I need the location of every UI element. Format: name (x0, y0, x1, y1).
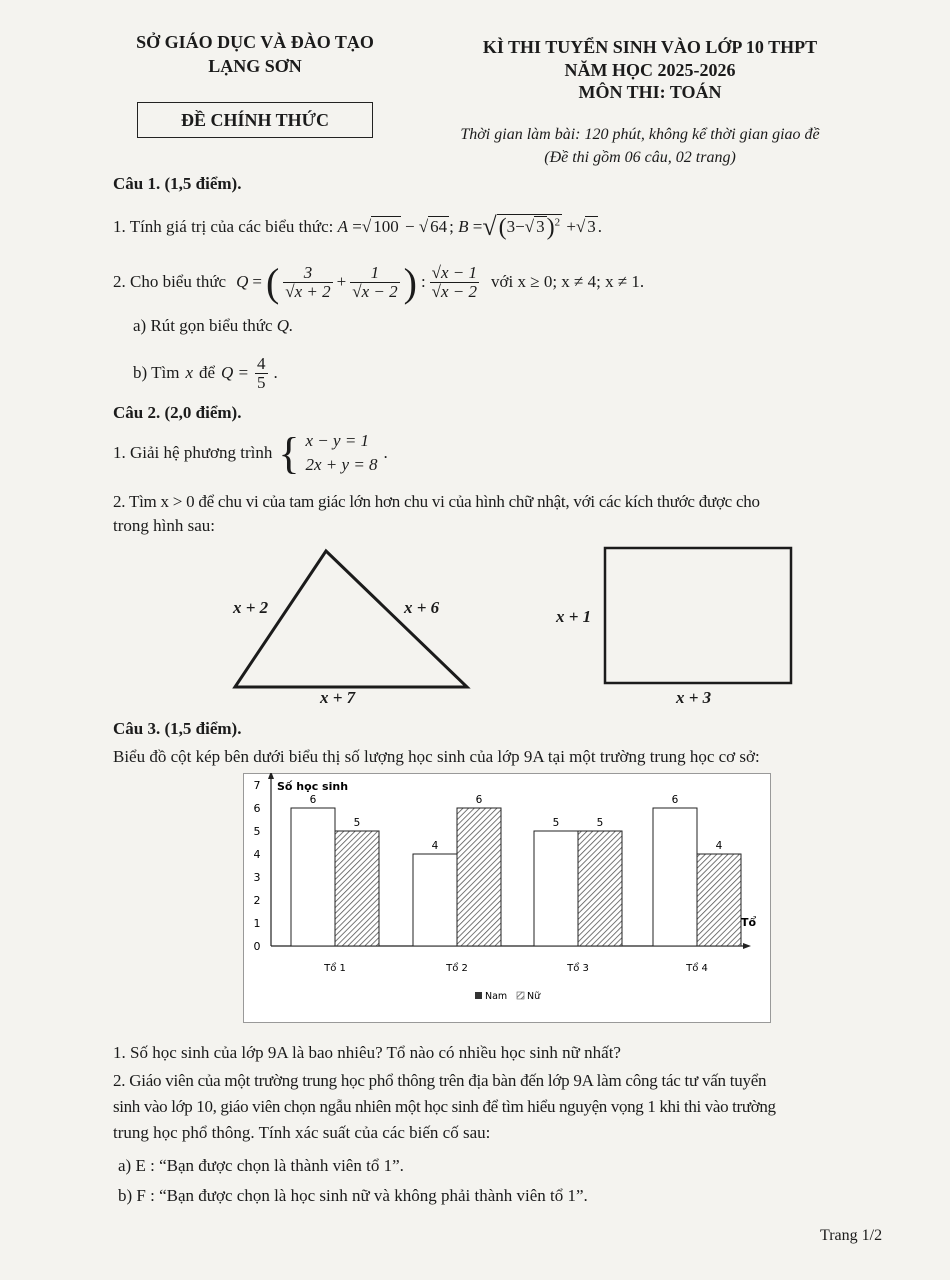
q1-part2-text: 2. Cho biểu thức (113, 272, 227, 291)
y-tick-label: 0 (253, 940, 261, 953)
q3-part2-line1: 2. Giáo viên của một trường trung học phổ thông trên địa bàn đến lớp 9A làm công tác tư vấn tuyển (113, 1071, 767, 1090)
bar-nam-1 (291, 808, 335, 946)
pages-note: (Đề thi gồm 06 câu, 02 trang) (544, 149, 736, 166)
bar-nu-1 (335, 831, 379, 946)
q1-fraction-2: $\frac{1}{√x - 2}$ (352, 262, 398, 301)
exam-title: KÌ THI TUYỂN SINH VÀO LỚP 10 THPT (482, 37, 818, 57)
province-name: LẠNG SƠN (208, 56, 302, 76)
q1-fraction-1: $\frac{3}{√x + 2}$ (285, 262, 331, 301)
y-tick-label: 6 (253, 802, 261, 815)
q3-part2a: a) E : “Bạn được chọn là thành viên tổ 1”. (118, 1156, 404, 1175)
q2-part1: 1. Giải hệ phương trình { x − y = 1 2x + y = 8 . (113, 428, 388, 478)
bar-nam-4 (653, 808, 697, 946)
x-tick-label: Tổ 1 (324, 963, 346, 974)
bar-nu-3 (578, 831, 622, 946)
bar-value-label: 6 (475, 794, 483, 806)
q1-part2b: b) Tìm x để Q = $\frac{4}{5}$ . (133, 353, 278, 392)
question-1-title: Câu 1. (1,5 điểm). (113, 174, 242, 193)
chart-xlabel: Tổ (741, 916, 757, 929)
q1-part1: 1. Tính giá trị của các biểu thức: A =√ 100 − √ 64 ; B =√(3−√ 3)$^2$ +√ 3 . (113, 212, 603, 241)
x-tick-label: Tổ 3 (567, 963, 589, 974)
bar-value-label: 4 (431, 840, 439, 852)
y-tick-label: 2 (253, 894, 261, 907)
question-2-title: Câu 2. (2,0 điểm). (113, 403, 242, 422)
y-tick-label: 4 (253, 848, 261, 861)
school-year: NĂM HỌC 2025-2026 (564, 60, 736, 80)
double-bar-chart (243, 773, 771, 1023)
q1-fraction-3: $\frac{√x - 1}{√x - 2}$ (431, 262, 478, 301)
legend-nu-swatch (517, 992, 524, 999)
bar-value-label: 5 (552, 817, 560, 829)
x-tick-label: Tổ 2 (446, 963, 468, 974)
chart-ylabel: Số học sinh (277, 780, 349, 793)
q1-part2a: a) Rút gọn biểu thức Q. (133, 316, 294, 335)
bar-nam-3 (534, 831, 578, 946)
q2-system: x − y = 1 2x + y = 8 (305, 431, 378, 474)
bar-nam-2 (413, 854, 457, 946)
y-tick-label: 7 (253, 779, 261, 792)
triangle-bottom-label: x + 7 (320, 688, 356, 707)
q1-part2: 2. Cho biểu thức Q = ( $\frac{3}{√x + 2}$ + $\frac{1}{√x - 2}$ ) : $\frac{√x - 1}{√x - 2}$ với x ≥ 0; x ≠ 4; x ≠ 1. (113, 259, 645, 305)
legend-nu-label: Nữ (527, 991, 541, 1002)
y-tick-label: 1 (253, 917, 261, 930)
bar-value-label: 6 (671, 794, 679, 806)
bar-value-label: 4 (715, 840, 723, 852)
subject: MÔN THI: TOÁN (578, 82, 722, 102)
rectangle-bottom-label: x + 3 (676, 688, 712, 707)
q3-part2-line2: sinh vào lớp 10, giáo viên chọn ngẫu nhiên một học sinh để tìm hiểu nguyện vọng 1 khi thi vào trường (113, 1097, 776, 1116)
q1-part1-text: 1. Tính giá trị của các biểu thức: (113, 217, 334, 236)
y-tick-label: 5 (253, 825, 261, 838)
q3-part1: 1. Số học sinh của lớp 9A là bao nhiêu? Tổ nào có nhiều học sinh nữ nhất? (113, 1043, 621, 1062)
triangle-left-label: x + 2 (233, 598, 269, 617)
q1-b-fraction: $\frac{4}{5}$ (257, 353, 266, 392)
triangle-right-label: x + 6 (404, 598, 440, 617)
page-number: Trang 1/2 (820, 1227, 883, 1244)
q3-intro: Biểu đồ cột kép bên dưới biểu thị số lượng học sinh của lớp 9A tại một trường trung học cơ sở: (113, 747, 760, 766)
bar-nu-2 (457, 808, 501, 946)
q2-part2-line1: 2. Tìm x > 0 để chu vi của tam giác lớn hơn chu vi của hình chữ nhật, với các kích thước được cho (113, 492, 760, 511)
legend-nam-swatch (475, 992, 482, 999)
bar-value-label: 6 (309, 794, 317, 806)
rectangle-left-label: x + 1 (556, 607, 592, 626)
bar-value-label: 5 (353, 817, 361, 829)
bar-value-label: 5 (596, 817, 604, 829)
q1-conditions: với x ≥ 0; x ≠ 4; x ≠ 1. (491, 272, 645, 291)
triangle (235, 551, 467, 687)
legend-nam-label: Nam (485, 991, 508, 1002)
department-name: SỞ GIÁO DỤC VÀ ĐÀO TẠO (136, 32, 374, 52)
y-tick-label: 3 (253, 871, 261, 884)
q3-part2-line3: trung học phổ thông. Tính xác suất của các biến cố sau: (113, 1123, 491, 1142)
bar-nu-4 (697, 854, 741, 946)
time-note: Thời gian làm bài: 120 phút, không kể thời gian giao đề (460, 126, 820, 143)
question-3-title: Câu 3. (1,5 điểm). (113, 719, 242, 738)
x-tick-label: Tổ 4 (686, 963, 708, 974)
official-label-box: ĐỀ CHÍNH THỨC (137, 102, 373, 138)
q3-part2b: b) F : “Bạn được chọn là học sinh nữ và không phải thành viên tổ 1”. (118, 1186, 588, 1205)
rectangle (605, 548, 791, 683)
q2-part2-line2: trong hình sau: (113, 516, 215, 535)
